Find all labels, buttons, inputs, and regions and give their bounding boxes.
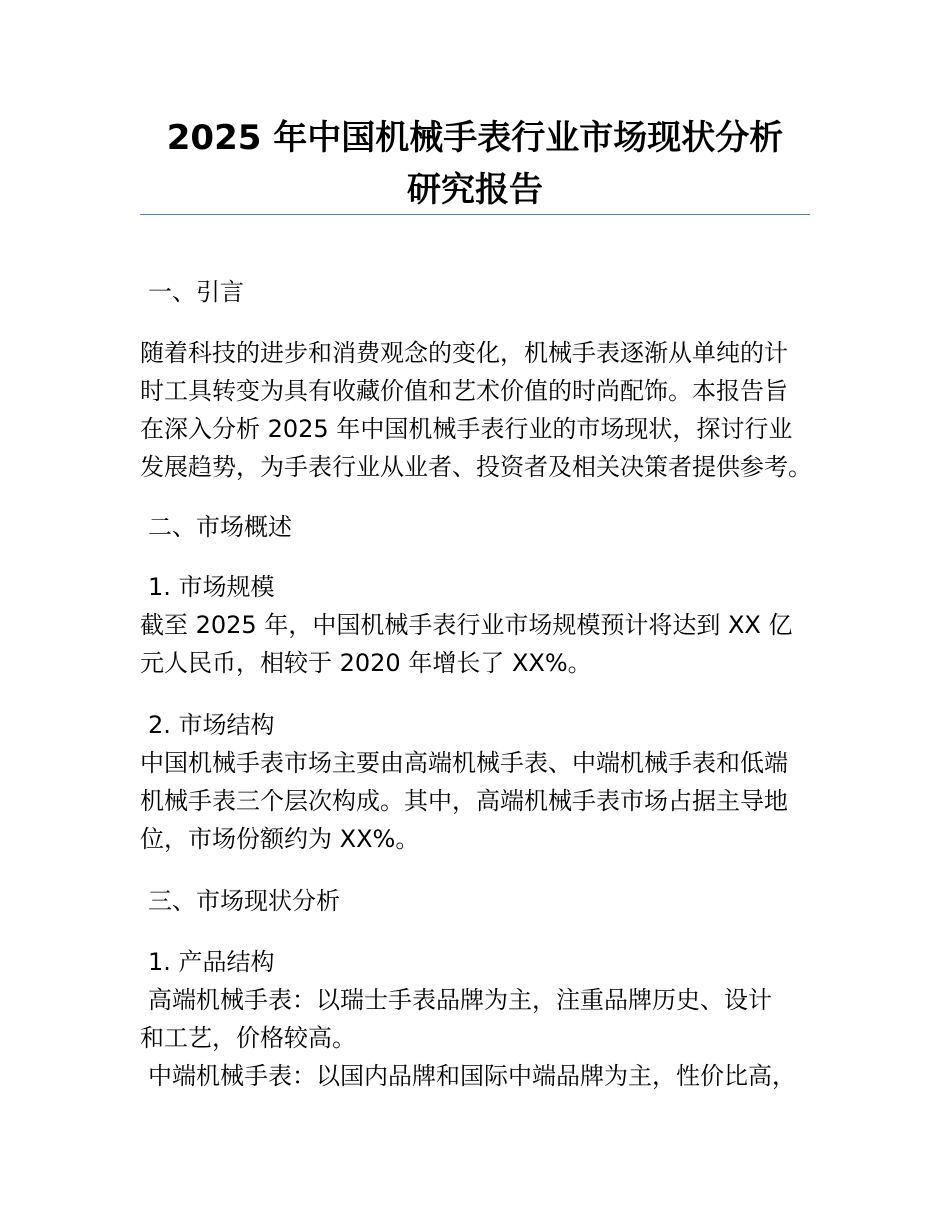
- document-title-line-2: 研究报告: [407, 170, 543, 210]
- intro-paragraph: [140, 334, 830, 486]
- title-divider: [140, 214, 810, 215]
- section-heading-status: 三、市场现状分析: [148, 887, 340, 915]
- paragraph-line: 发展趋势，为手表行业从业者、投资者及相关决策者提供参考。: [140, 453, 812, 481]
- subheading-market-scale: 1. 市场规模: [148, 573, 275, 601]
- paragraph-line: 时工具转变为具有收藏价值和艺术价值的时尚配饰。本报告旨: [140, 377, 788, 405]
- paragraph-line: 中端机械手表：以国内品牌和国际中端品牌为主，性价比高，: [148, 1062, 796, 1090]
- section-heading-intro: 一、引言: [148, 278, 244, 306]
- paragraph-line: 和工艺，价格较高。: [140, 1024, 356, 1052]
- section-heading-overview: 二、市场概述: [148, 513, 292, 541]
- market-scale-paragraph: [140, 606, 830, 682]
- paragraph-line: 截至 2025 年，中国机械手表行业市场规模预计将达到 XX 亿: [140, 611, 793, 639]
- paragraph-line: 机械手表三个层次构成。其中，高端机械手表市场占据主导地: [140, 787, 788, 815]
- paragraph-line: 高端机械手表：以瑞士手表品牌为主，注重品牌历史、设计: [148, 986, 772, 1014]
- subheading-market-structure: 2. 市场结构: [148, 711, 275, 739]
- paragraph-line: 中国机械手表市场主要由高端机械手表、中端机械手表和低端: [140, 749, 788, 777]
- product-structure-paragraph: [140, 981, 830, 1095]
- subheading-product-structure: 1. 产品结构: [148, 948, 275, 976]
- paragraph-line: 元人民币，相较于 2020 年增长了 XX%。: [140, 649, 592, 677]
- document-title-line-1: 2025 年中国机械手表行业市场现状分析: [166, 118, 784, 158]
- paragraph-line: 在深入分析 2025 年中国机械手表行业的市场现状，探讨行业: [140, 415, 793, 443]
- market-structure-paragraph: [140, 744, 830, 858]
- paragraph-line: 随着科技的进步和消费观念的变化，机械手表逐渐从单纯的计: [140, 339, 788, 367]
- paragraph-line: 位，市场份额约为 XX%。: [140, 825, 420, 853]
